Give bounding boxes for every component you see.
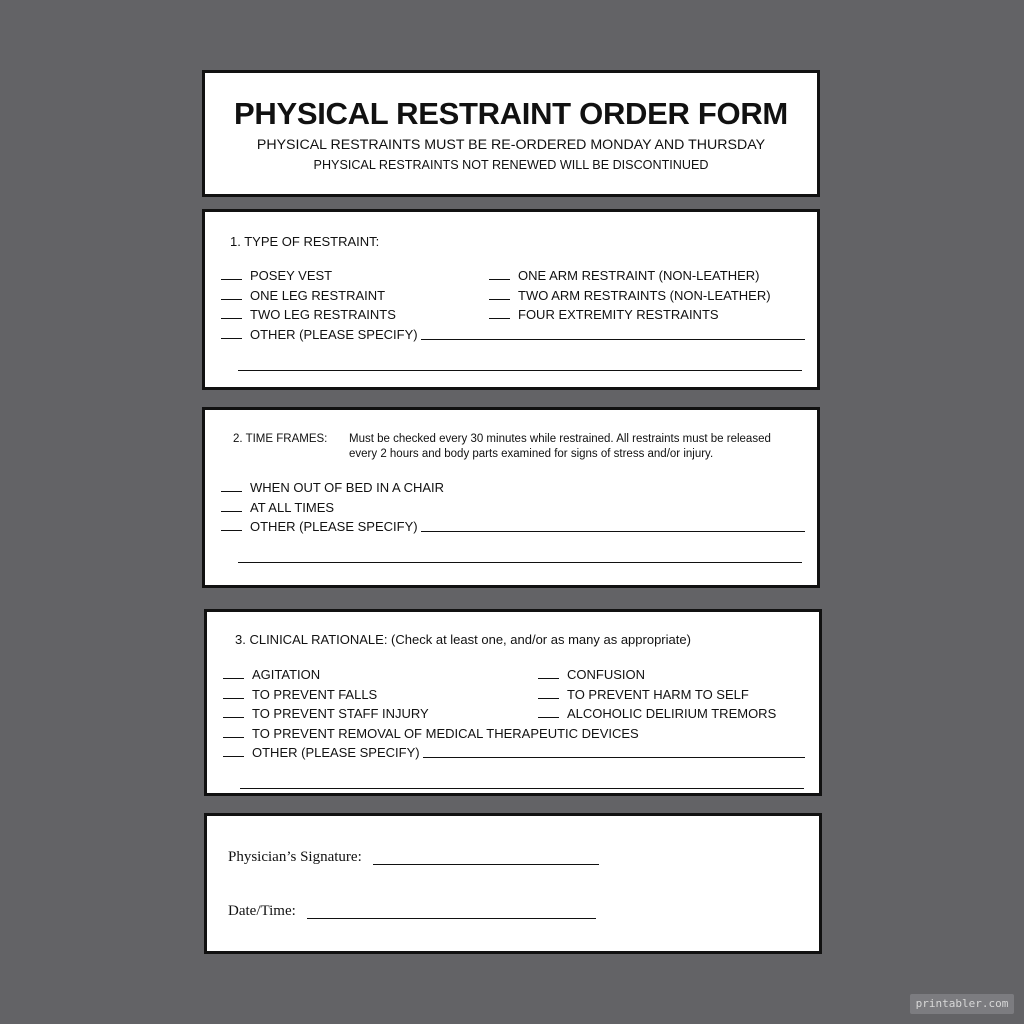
check-blank[interactable] xyxy=(221,479,242,492)
check-blank[interactable] xyxy=(489,306,510,319)
option-prevent-falls: TO PREVENT FALLS xyxy=(223,686,377,703)
check-blank[interactable] xyxy=(223,725,244,738)
form-header xyxy=(202,70,820,197)
option-two-leg: TWO LEG RESTRAINTS xyxy=(221,306,396,323)
option-delirium-tremors: ALCOHOLIC DELIRIUM TREMORS xyxy=(538,705,776,722)
check-blank[interactable] xyxy=(223,666,244,679)
check-blank[interactable] xyxy=(538,666,559,679)
option-out-of-bed: WHEN OUT OF BED IN A CHAIR xyxy=(221,479,444,496)
option-other: OTHER (PLEASE SPECIFY) xyxy=(223,744,420,761)
check-blank[interactable] xyxy=(223,686,244,699)
other-specify-line[interactable] xyxy=(423,757,805,758)
option-other: OTHER (PLEASE SPECIFY) xyxy=(221,326,418,343)
type-of-restraint-section xyxy=(202,209,820,390)
check-blank[interactable] xyxy=(221,518,242,531)
check-blank[interactable] xyxy=(223,705,244,718)
date-time-line[interactable] xyxy=(307,918,596,919)
check-blank[interactable] xyxy=(538,686,559,699)
option-posey-vest: POSEY VEST xyxy=(221,267,332,284)
discontinue-notice: PHYSICAL RESTRAINTS NOT RENEWED WILL BE DISCONTINUED xyxy=(313,158,709,172)
option-agitation: AGITATION xyxy=(223,666,320,683)
check-blank[interactable] xyxy=(221,306,242,319)
section2-heading: 2. TIME FRAMES: xyxy=(233,433,328,445)
option-one-leg: ONE LEG RESTRAINT xyxy=(221,287,385,304)
option-all-times: AT ALL TIMES xyxy=(221,499,334,516)
check-blank[interactable] xyxy=(489,267,510,280)
check-blank[interactable] xyxy=(221,499,242,512)
option-confusion: CONFUSION xyxy=(538,666,645,683)
section2-note-2: every 2 hours and body parts examined for signs of stress and/or injury. xyxy=(349,448,714,460)
option-prevent-device-removal: TO PREVENT REMOVAL OF MEDICAL THERAPEUTIC DEVICES xyxy=(223,725,639,742)
signature-section xyxy=(204,813,822,954)
option-prevent-staff-injury: TO PREVENT STAFF INJURY xyxy=(223,705,429,722)
option-other: OTHER (PLEASE SPECIFY) xyxy=(221,518,418,535)
section1-heading: 1. TYPE OF RESTRAINT: xyxy=(230,234,380,249)
check-blank[interactable] xyxy=(221,326,242,339)
physician-signature-line[interactable] xyxy=(373,864,599,865)
other-specify-line[interactable] xyxy=(421,531,805,532)
other-specify-line-2[interactable] xyxy=(240,788,804,789)
check-blank[interactable] xyxy=(489,287,510,300)
physician-signature-label: Physician’s Signature: xyxy=(228,849,362,865)
option-two-arm: TWO ARM RESTRAINTS (NON-LEATHER) xyxy=(489,287,771,304)
section3-heading: 3. CLINICAL RATIONALE: (Check at least one, and/or as many as appropriate) xyxy=(235,632,691,647)
check-blank[interactable] xyxy=(538,705,559,718)
check-blank[interactable] xyxy=(221,267,242,280)
date-time-label: Date/Time: xyxy=(228,903,296,919)
clinical-rationale-section xyxy=(204,609,822,796)
watermark: printabler.com xyxy=(910,994,1014,1014)
option-one-arm: ONE ARM RESTRAINT (NON-LEATHER) xyxy=(489,267,759,284)
section2-note-1: Must be checked every 30 minutes while restrained. All restraints must be released xyxy=(349,433,771,445)
other-specify-line-2[interactable] xyxy=(238,370,802,371)
option-prevent-self-harm: TO PREVENT HARM TO SELF xyxy=(538,686,749,703)
check-blank[interactable] xyxy=(221,287,242,300)
other-specify-line[interactable] xyxy=(421,339,805,340)
check-blank[interactable] xyxy=(223,744,244,757)
reorder-notice: PHYSICAL RESTRAINTS MUST BE RE-ORDERED MONDAY AND THURSDAY xyxy=(256,137,766,153)
other-specify-line-2[interactable] xyxy=(238,562,802,563)
time-frames-section xyxy=(202,407,820,588)
option-four-extremity: FOUR EXTREMITY RESTRAINTS xyxy=(489,306,719,323)
form-title: PHYSICAL RESTRAINT ORDER FORM xyxy=(234,96,788,131)
